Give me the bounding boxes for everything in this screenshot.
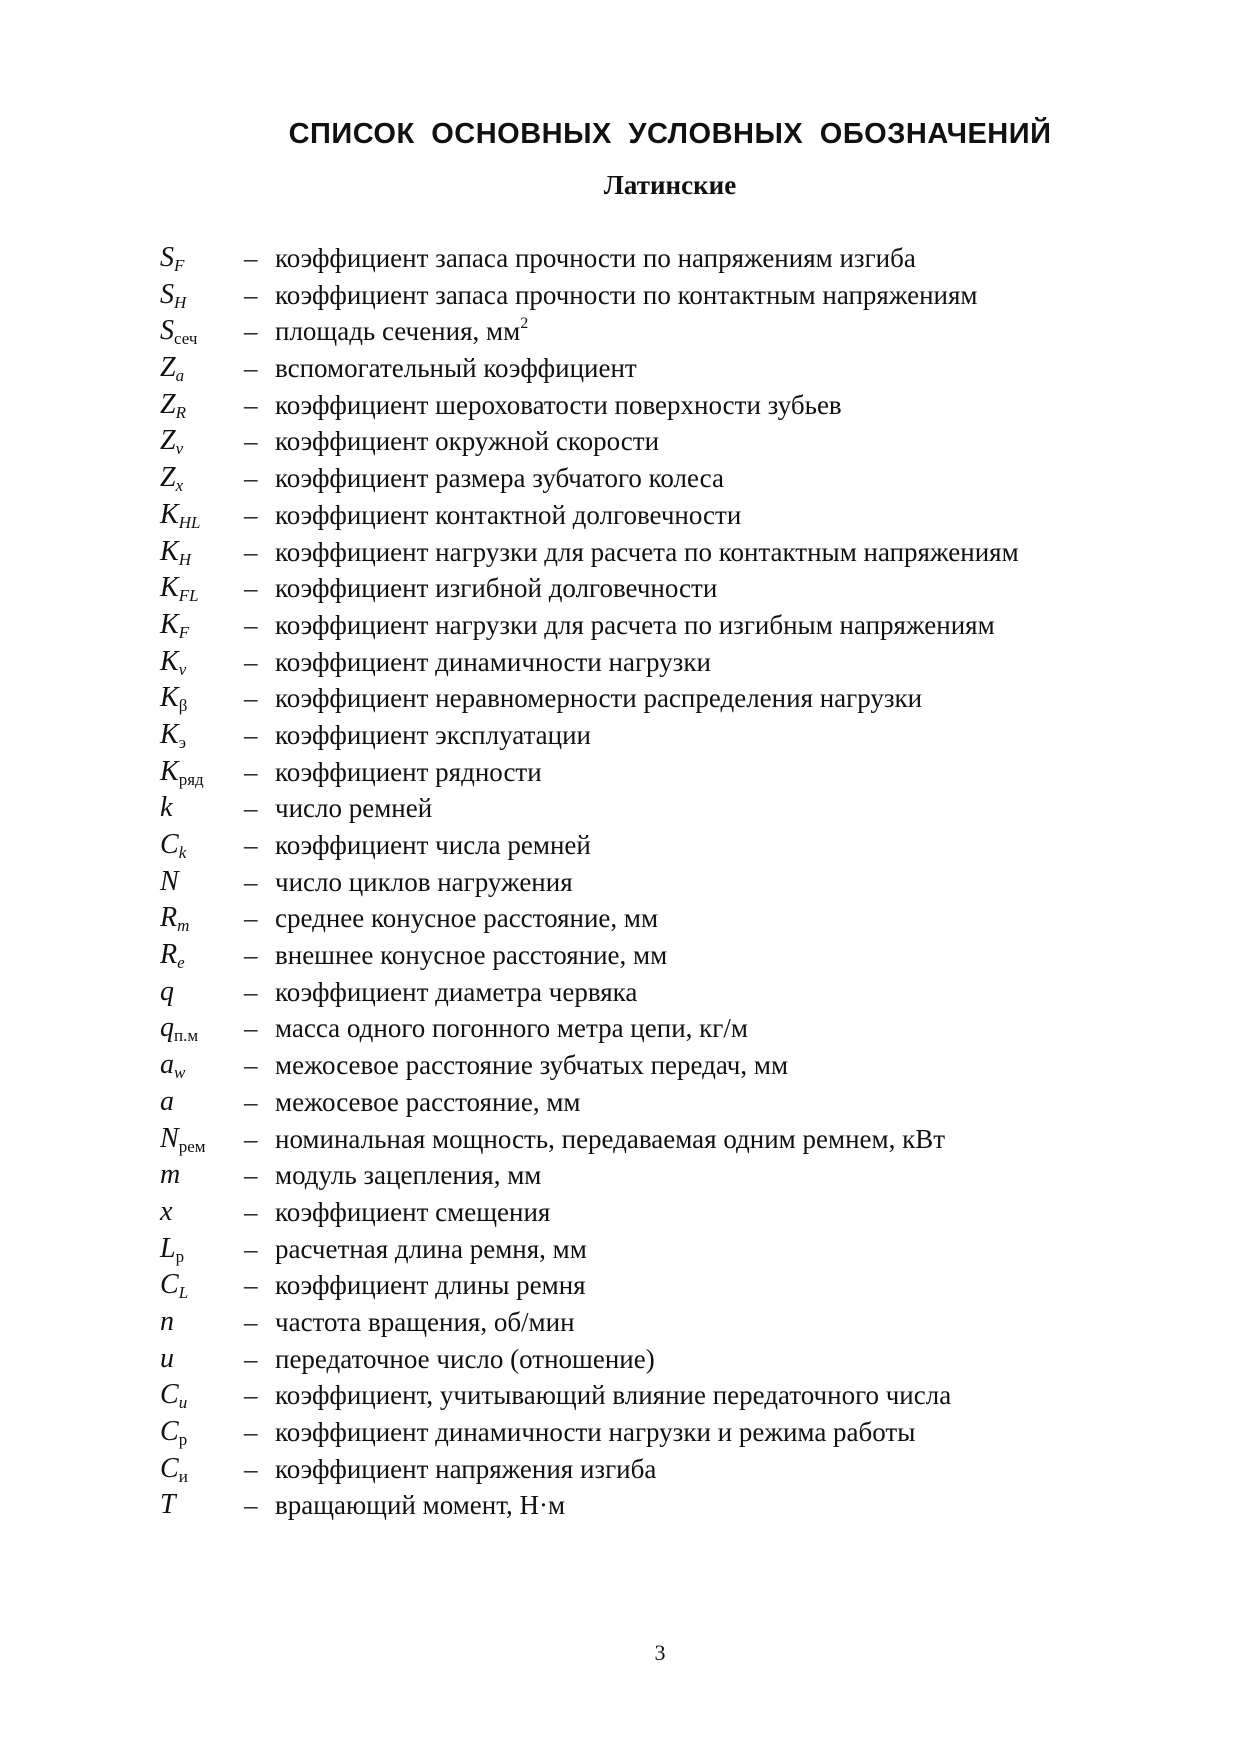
symbol: [160, 387, 244, 424]
description-text: вспомогательный коэффициент: [275, 353, 637, 384]
description-text: коэффициент запаса прочности по контактным напряжениям: [275, 279, 978, 310]
description: [275, 497, 741, 534]
superscript: 2: [520, 315, 529, 333]
list-item: [160, 1267, 1160, 1304]
dash-separator: –: [244, 940, 258, 971]
dash-separator: –: [244, 1160, 258, 1191]
symbol-letter: K: [160, 498, 179, 530]
symbol: [160, 754, 244, 791]
symbol: [160, 1487, 244, 1524]
description: [275, 1341, 655, 1378]
description-text: среднее конусное расстояние, мм: [275, 903, 659, 934]
dash-separator: –: [244, 1123, 258, 1154]
symbol: [160, 1157, 244, 1194]
symbol-subscript: рем: [178, 1136, 206, 1156]
description-text: межосевое расстояние, мм: [275, 1086, 581, 1117]
symbol-subscript: e: [177, 953, 185, 973]
description: [275, 1157, 541, 1194]
list-item: [160, 1304, 1160, 1341]
description: [275, 570, 717, 607]
symbol-letter: K: [160, 682, 179, 714]
description-text: вращающий момент, Н·м: [275, 1490, 566, 1521]
description: [275, 864, 573, 901]
list-item: [160, 423, 1160, 460]
description: [275, 1414, 915, 1451]
dash-separator: –: [244, 1270, 258, 1301]
page-number: 3: [654, 1640, 666, 1665]
symbol-letter: T: [160, 1489, 176, 1521]
description-text: коэффициент рядности: [275, 756, 542, 787]
list-item: [160, 827, 1160, 864]
symbol-letter: Z: [160, 352, 176, 384]
list-item: [160, 1341, 1160, 1378]
dash-separator: –: [244, 683, 258, 714]
symbol-letter: N: [160, 1122, 179, 1154]
dash-separator: –: [244, 903, 258, 934]
dash-separator: –: [244, 1233, 258, 1264]
description-text: коэффициент неравномерности распределения нагрузки: [275, 683, 923, 714]
symbol-subscript: р: [178, 1430, 188, 1449]
list-item: [160, 570, 1160, 607]
symbol-subscript: x: [175, 476, 184, 496]
dash-separator: –: [244, 426, 258, 457]
list-item: [160, 1414, 1160, 1451]
dash-separator: –: [244, 279, 258, 310]
symbol-subscript: w: [174, 1063, 186, 1083]
dash-separator: –: [244, 793, 258, 824]
symbol-letter: k: [160, 792, 173, 824]
description: [275, 387, 842, 424]
list-item: [160, 1010, 1160, 1047]
list-item: [160, 1377, 1160, 1414]
symbol-subscript: ряд: [178, 769, 204, 789]
description: [275, 460, 724, 497]
symbol-subscript: L: [178, 1283, 189, 1303]
symbol: [160, 570, 244, 607]
symbol-letter: S: [160, 278, 174, 310]
description: [275, 900, 658, 937]
symbol-letter: R: [160, 939, 178, 971]
dash-separator: –: [244, 646, 258, 677]
description: [275, 350, 637, 387]
description: [275, 827, 591, 864]
symbol: [160, 534, 244, 571]
dash-separator: –: [244, 1196, 258, 1227]
description-text: площадь сечения, мм: [275, 316, 521, 347]
symbol-letter: C: [160, 1269, 179, 1301]
symbol: [160, 937, 244, 974]
description: [275, 1304, 575, 1341]
list-item: [160, 460, 1160, 497]
dash-separator: –: [244, 389, 258, 420]
symbol: [160, 350, 244, 387]
list-item: [160, 974, 1160, 1011]
description: [275, 644, 711, 681]
symbol: [160, 460, 244, 497]
description-text: коэффициент смещения: [275, 1196, 551, 1227]
description: [275, 754, 542, 791]
symbol-subscript: FL: [178, 586, 199, 606]
dash-separator: –: [244, 1417, 258, 1447]
description-text: межосевое расстояние зубчатых передач, мм: [275, 1050, 789, 1081]
description-text: число ремней: [275, 793, 433, 824]
symbol-subscript: р: [175, 1246, 185, 1266]
symbol-letter: m: [160, 1159, 181, 1191]
description-text: коэффициент нагрузки для расчета по контактным напряжениям: [275, 536, 1019, 567]
symbol-subscript: v: [175, 439, 184, 459]
symbol-subscript: H: [174, 292, 187, 312]
symbol: [160, 277, 244, 314]
symbol: [160, 827, 244, 864]
description-text: коэффициент окружной скорости: [275, 426, 660, 457]
description-text: коэффициент эксплуатации: [275, 719, 591, 750]
list-item: [160, 1451, 1160, 1488]
symbol-letter: S: [160, 315, 174, 347]
dash-separator: –: [244, 609, 258, 640]
symbol-letter: Z: [160, 462, 176, 494]
symbol-subscript: u: [178, 1393, 188, 1413]
symbol-letter: K: [160, 645, 179, 677]
description: [275, 974, 637, 1011]
list-item: [160, 1231, 1160, 1268]
list-item: [160, 754, 1160, 791]
dash-separator: –: [244, 499, 258, 530]
dash-separator: –: [244, 1453, 258, 1484]
dash-separator: –: [244, 719, 258, 750]
description-text: коэффициент диаметра червяка: [275, 976, 638, 1007]
symbol: [160, 1304, 244, 1341]
symbol: [160, 1231, 244, 1268]
description: [275, 240, 916, 277]
symbol: [160, 1341, 244, 1378]
symbol-letter: K: [160, 755, 179, 787]
dash-separator: –: [244, 1343, 258, 1374]
list-item: [160, 1487, 1160, 1524]
list-item: [160, 790, 1160, 827]
symbol-letter: L: [160, 1232, 176, 1264]
symbol-letter: a: [160, 1049, 174, 1081]
dash-separator: –: [244, 243, 258, 273]
symbol: [160, 1084, 244, 1121]
description: [275, 680, 922, 717]
list-item: [160, 387, 1160, 424]
description-text: коэффициент числа ремней: [275, 830, 591, 860]
symbol: [160, 1010, 244, 1047]
description: [275, 1194, 550, 1231]
description-text: модуль зацепления, мм: [275, 1160, 542, 1191]
list-item: [160, 1194, 1160, 1231]
symbol-letter: Z: [160, 388, 176, 420]
dash-separator: –: [244, 1490, 258, 1521]
description-text: масса одного погонного метра цепи, кг/м: [275, 1013, 748, 1044]
symbol: [160, 607, 244, 644]
dash-separator: –: [244, 353, 258, 384]
list-item: [160, 607, 1160, 644]
description: [275, 313, 528, 350]
symbol: [160, 790, 244, 827]
dash-separator: –: [244, 1306, 258, 1337]
description-text: коэффициент, учитывающий влияние передаточного числа: [275, 1380, 952, 1411]
dash-separator: –: [244, 316, 258, 347]
description-text: частота вращения, об/мин: [275, 1306, 575, 1337]
symbol-letter: C: [160, 829, 179, 860]
description-text: число циклов нагружения: [275, 866, 573, 897]
list-item: [160, 350, 1160, 387]
symbol-letter: q: [160, 975, 174, 1007]
symbol-letter: Z: [160, 425, 176, 457]
list-item: [160, 680, 1160, 717]
description-text: расчетная длина ремня, мм: [275, 1233, 587, 1264]
description-text: коэффициент напряжения изгиба: [275, 1453, 657, 1484]
symbol-subscript: э: [178, 732, 186, 752]
dash-separator: –: [244, 976, 258, 1007]
symbol-subscript: HL: [178, 512, 201, 532]
list-item: [160, 937, 1160, 974]
list-item: [160, 277, 1160, 314]
description-text: коэффициент динамичности нагрузки: [275, 646, 711, 677]
symbol-letter: K: [160, 572, 179, 604]
symbol-letter: K: [160, 608, 179, 640]
symbol-list: [160, 240, 1160, 1524]
symbol: [160, 1047, 244, 1084]
symbol-subscript: a: [175, 366, 185, 386]
symbol: [160, 423, 244, 460]
description: [275, 717, 591, 754]
description: [275, 1487, 565, 1524]
symbol-letter: K: [160, 535, 179, 567]
symbol-letter: C: [160, 1452, 179, 1484]
symbol-letter: C: [160, 1379, 179, 1411]
description-text: коэффициент изгибной долговечности: [275, 573, 718, 604]
symbol: [160, 900, 244, 937]
symbol-letter: S: [160, 242, 174, 273]
description: [275, 1231, 587, 1268]
symbol: [160, 1194, 244, 1231]
dash-separator: –: [244, 866, 258, 897]
symbol-subscript: и: [178, 1466, 188, 1486]
symbol: [160, 313, 244, 350]
symbol-letter: R: [160, 902, 178, 934]
section-subtitle: Латинские: [603, 170, 737, 200]
list-item: [160, 313, 1160, 350]
list-item: [160, 497, 1160, 534]
list-item: [160, 1121, 1160, 1158]
symbol-subscript: R: [175, 402, 186, 422]
symbol-letter: a: [160, 1085, 174, 1117]
symbol: [160, 864, 244, 901]
list-item: [160, 240, 1160, 277]
description: [275, 790, 432, 827]
dash-separator: –: [244, 756, 258, 787]
dash-separator: –: [244, 1086, 258, 1117]
list-item: [160, 900, 1160, 937]
symbol: [160, 497, 244, 534]
description: [275, 277, 978, 314]
description: [275, 1121, 945, 1158]
dash-separator: –: [244, 573, 258, 604]
dash-separator: –: [244, 1050, 258, 1081]
list-item: [160, 1047, 1160, 1084]
symbol-letter: C: [160, 1416, 179, 1447]
symbol-subscript: m: [177, 916, 190, 936]
dash-separator: –: [244, 1013, 258, 1044]
description-text: коэффициент шероховатости поверхности зубьев: [275, 389, 842, 420]
symbol-letter: N: [160, 865, 179, 897]
description-text: передаточное число (отношение): [275, 1343, 655, 1374]
symbol: [160, 680, 244, 717]
description: [275, 534, 1019, 571]
list-item: [160, 534, 1160, 571]
symbol-subscript: F: [174, 256, 185, 275]
description: [275, 1010, 748, 1047]
list-item: [160, 1157, 1160, 1194]
description-text: номинальная мощность, передаваемая одним ремнем, кВт: [275, 1123, 946, 1154]
list-item: [160, 717, 1160, 754]
description: [275, 607, 995, 644]
symbol: [160, 974, 244, 1011]
description-text: коэффициент динамичности нагрузки и режима работы: [275, 1417, 916, 1447]
description-text: коэффициент нагрузки для расчета по изгибным напряжениям: [275, 609, 995, 640]
description: [275, 1451, 656, 1488]
dash-separator: –: [244, 463, 258, 494]
symbol: [160, 717, 244, 754]
symbol: [160, 240, 244, 277]
symbol-letter: K: [160, 718, 179, 750]
dash-separator: –: [244, 830, 258, 860]
list-item: [160, 644, 1160, 681]
description: [275, 1047, 788, 1084]
symbol: [160, 1451, 244, 1488]
dash-separator: –: [244, 536, 258, 567]
description-text: коэффициент размера зубчатого колеса: [275, 463, 724, 494]
description-text: коэффициент длины ремня: [275, 1270, 586, 1301]
symbol-subscript: k: [178, 843, 187, 862]
symbol: [160, 1267, 244, 1304]
symbol: [160, 644, 244, 681]
description-text: внешнее конусное расстояние, мм: [275, 940, 668, 971]
symbol: [160, 1121, 244, 1158]
dash-separator: –: [244, 1380, 258, 1411]
symbol-subscript: п.м: [174, 1026, 199, 1046]
description-text: коэффициент контактной долговечности: [275, 499, 742, 530]
symbol-letter: q: [160, 1012, 174, 1044]
list-item: [160, 1084, 1160, 1121]
symbol-letter: n: [160, 1305, 174, 1337]
symbol-subscript: v: [178, 659, 187, 679]
description: [275, 937, 667, 974]
symbol-subscript: сеч: [174, 329, 198, 349]
description-text: коэффициент запаса прочности по напряжениям изгиба: [275, 243, 916, 273]
symbol-letter: x: [160, 1195, 173, 1227]
description: [275, 1084, 581, 1121]
symbol-letter: u: [160, 1342, 174, 1374]
page-title: СПИСОК ОСНОВНЫХ УСЛОВНЫХ ОБОЗНАЧЕНИЙ: [288, 118, 1052, 150]
symbol: [160, 1414, 244, 1451]
description: [275, 1377, 951, 1414]
symbol: [160, 1377, 244, 1414]
list-item: [160, 864, 1160, 901]
description: [275, 423, 659, 460]
symbol-subscript: F: [178, 622, 190, 642]
symbol-subscript: β: [178, 696, 188, 716]
symbol-subscript: H: [178, 549, 191, 569]
description: [275, 1267, 586, 1304]
